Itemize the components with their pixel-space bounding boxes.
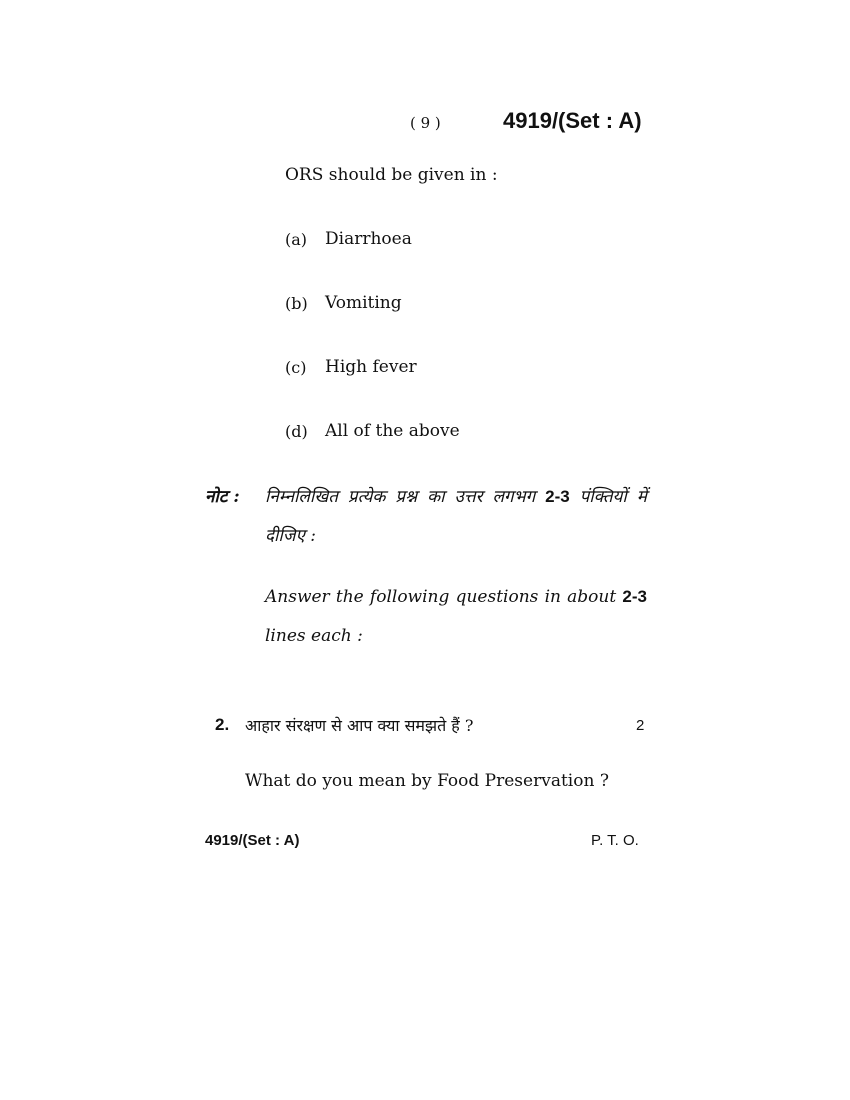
note-english-word: following (369, 587, 450, 607)
paper-code-header: 4919/(Set : A) (503, 108, 642, 133)
note-english-line-1 (265, 587, 647, 607)
option-d-letter: (d) (285, 422, 308, 441)
note-hindi-line-count: 2-3 (545, 487, 570, 506)
note-label: नोट : (205, 487, 240, 507)
option-a-text: Diarrhoea (325, 229, 412, 249)
note-english-word: in (544, 587, 561, 607)
note-english-line-2: lines each : (265, 626, 363, 646)
option-b-letter: (b) (285, 294, 308, 313)
note-hindi-line-1 (265, 484, 647, 507)
note-english-word: the (335, 587, 364, 607)
note-hindi-line-2: दीजिए : (265, 526, 316, 546)
note-hindi-word: प्रत्येक (347, 487, 386, 507)
question-2-english-text: What do you mean by Food Preservation ? (245, 771, 609, 791)
note-english-word: about (567, 587, 617, 607)
note-hindi-word: का (427, 487, 445, 507)
paper-code-footer: 4919/(Set : A) (205, 832, 300, 849)
note-hindi-word: पंक्तियों (579, 487, 627, 507)
page-number: ( 9 ) (410, 114, 441, 132)
please-turn-over-label: P. T. O. (591, 832, 639, 849)
mcq-question-text: ORS should be given in : (285, 165, 498, 185)
note-hindi-word: निम्नलिखित (265, 487, 338, 507)
note-english-word: questions (455, 587, 539, 607)
option-a-letter: (a) (285, 230, 308, 249)
question-2-number: 2. (215, 715, 230, 734)
note-hindi-word: उत्तर (454, 487, 483, 507)
note-hindi-word: में (636, 487, 647, 507)
question-2-marks: 2 (636, 717, 645, 734)
option-b-text: Vomiting (325, 293, 402, 313)
option-d-text: All of the above (325, 421, 460, 441)
question-2-hindi-text: आहार संरक्षण से आप क्या समझते हैं ? (245, 716, 474, 735)
note-hindi-word: प्रश्न (395, 487, 418, 507)
option-c-letter: (c) (285, 358, 307, 377)
note-hindi-word: लगभग (492, 487, 536, 507)
note-english-word: Answer (265, 587, 330, 607)
note-english-line-count: 2-3 (622, 587, 647, 606)
option-c-text: High fever (325, 357, 417, 377)
